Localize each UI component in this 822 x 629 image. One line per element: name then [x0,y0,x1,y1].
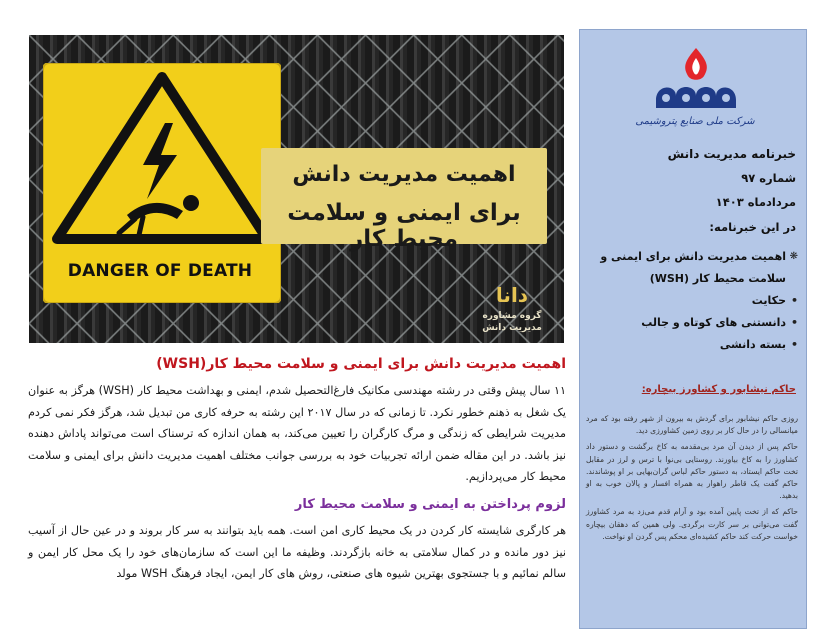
story-paragraph: حاکم پس از دیدن آن مرد بی‌مقدمه به کاخ برگشت و دستور داد کشاورز را به کاخ بیاورند. روستایی بی‌نوا با ترس و لرز در مقابل تخت حاکم ایستاد، به دستور حاکم لباس گران‌بهایی بر او پوشاندند. حاکم گفت یک قاطر راهوار به همراه افسار و پالان خوب به او بدهید. [586,442,798,501]
contents-list [586,246,798,356]
story-title: حاکم نیشابور و کشاورز بیچاره: [641,384,796,395]
logo-caption: شرکت ملی صنایع پتروشیمی [635,116,755,127]
newsletter-sidebar [579,29,807,629]
story-text [586,413,798,547]
issue-date: مردادماه ۱۴۰۳ [715,195,796,209]
story-paragraph: روزی حاکم نیشابور برای گردش به بیرون از شهر رفته بود که مرد میانسالی را در حال کار بر روی زمین کشاورزی دید. [586,414,798,436]
issue-number: شماره ۹۷ [741,171,796,185]
article-body [28,380,566,585]
story-paragraph: حاکم که از تخت پایین آمده بود و آرام قدم می‌زد به مرد کشاورز گفت می‌توانی بر سر کارت برگردی. ولی همین که دهقان بیچاره خواست حرکت کند حاکم کشیده‌ای محکم پس گردن او نواخت. [586,507,798,541]
contents-heading: در این خبرنامه: [709,220,796,234]
hero-title-line1: اهمیت مدیریت دانش [292,162,516,187]
hero-title-line2: برای ایمنی و سلامت محیط کار [287,200,521,252]
danger-sign-text: DANGER OF DEATH [67,261,253,281]
petrochemical-logo-icon [642,44,750,114]
article-subtitle: لزوم پرداختن به ایمنی و سلامت محیط کار [294,496,566,512]
contents-item: • دانستنی های کوتاه و جالب [586,312,798,334]
hero-title-panel [261,148,547,252]
contents-item: • بسته دانشی [586,334,798,356]
dana-brand-subtitle: گروه مشاوره [482,311,542,321]
dana-brand-subtitle-2: مدیریت دانش [482,323,542,333]
article-title: اهمیت مدیریت دانش برای ایمنی و سلامت محیط کار(WSH) [156,356,566,372]
article-paragraph: هر کارگری شایسته کار کردن در یک محیط کاری امن است. همه باید بتوانند به سر کار بروند و در عین حال از آسیب نیز دور مانده و در کمال سلامتی به خانه بازگردند. وظیفه ما این است که سازمان‌های خود را یک محل کار ایمن و سالم نمائیم و با جستجوی بهترین شیوه های صنعتی، روش های کار ایمن، ایجاد فرهنگ WSH مولد [28,523,566,581]
newsletter-title: خبرنامه مدیریت دانش [667,147,796,161]
hero-image [29,35,564,343]
dana-brand-name: دانا [495,283,529,307]
contents-item: • حکایت [586,290,798,312]
main-article [28,356,566,585]
contents-item: ❋ اهمیت مدیریت دانش برای ایمنی و سلامت محیط کار (WSH) [586,246,798,290]
article-paragraph: ۱۱ سال پیش وقتی در رشته مهندسی مکانیک فارغ‌التحصیل شدم، ایمنی و بهداشت محیط کار (WSH) هرگز به عنوان یک شغل به ذهنم خطور نکرد. تا زمانی که در سال ۲۰۱۷ این رشته به حرفه کاری من تبدیل شد، هرگز فکر نمی کردم مدیریت شرایطی که زندگی و مرگ کارگران را تعیین می‌کند، به همان اندازه که ترسناک است می‌تواند پاداش دهنده نیز باشد. در این مقاله ضمن ارائه تجربیات خود به بررسی جوانب مختلف اهمیت مدیریت دانش برای ایمنی و سلامت محیط کار می‌پردازیم. [28,384,566,484]
